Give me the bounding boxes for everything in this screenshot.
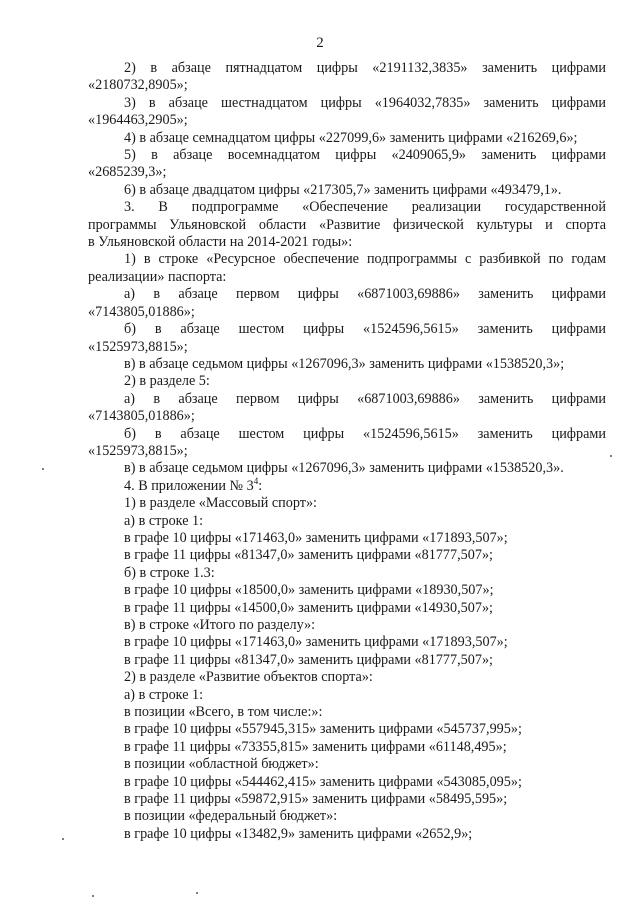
text-line [88, 408, 606, 425]
text-line [88, 547, 606, 564]
word: в [151, 147, 158, 164]
line-text: а) в строке 1: [124, 512, 204, 529]
document-body [88, 60, 606, 843]
line-text: «2685239,3»; [88, 164, 167, 181]
word: первом [236, 286, 280, 303]
word: подпрограмме [191, 199, 279, 216]
word: цифры [303, 425, 345, 442]
word: «Развитие [318, 216, 381, 233]
text-line [88, 286, 606, 303]
line-text: 1) в разделе «Массовый спорт»: [124, 495, 317, 512]
line-text: в позиции «областной бюджет»: [124, 756, 319, 773]
text-line [88, 704, 606, 721]
text-line [88, 339, 606, 356]
word: программы [88, 216, 157, 233]
word: физической [392, 216, 464, 233]
word: в [153, 390, 161, 407]
word: цифры [320, 94, 362, 111]
line-text: в графе 11 цифры «81347,0» заменить цифрами «81777,507»; [124, 547, 493, 564]
word: заменить [477, 425, 533, 442]
word: «6871003,69886» [357, 390, 460, 407]
text-line [88, 582, 606, 599]
text-line [88, 565, 606, 582]
word: шестом [238, 425, 285, 442]
word: абзаце [168, 94, 208, 111]
text-line [88, 460, 606, 477]
word: цифры [335, 147, 377, 164]
text-line [88, 234, 606, 251]
word: в [143, 251, 151, 268]
superscript: 4 [253, 475, 259, 486]
text-line [88, 164, 606, 181]
word: абзаце [180, 425, 220, 442]
line-text: в позиции «федеральный бюджет»: [124, 808, 338, 825]
word: строке [158, 251, 199, 268]
word: абзаце [171, 60, 211, 76]
word: «2191132,3835» [372, 60, 468, 76]
word: б) [124, 425, 136, 442]
word: абзаце [173, 147, 213, 164]
word: реализации [411, 199, 482, 216]
word: заменить [478, 390, 534, 407]
word: а) [124, 286, 136, 303]
word: в [150, 60, 158, 76]
scan-speck [196, 892, 198, 894]
text-line [88, 791, 606, 808]
text-line [88, 600, 606, 617]
text-line [88, 826, 606, 843]
word: цифрами [551, 94, 606, 111]
line-text: «7143805,01886»; [88, 303, 195, 320]
line-text: в) в строке «Итого по разделу»: [124, 617, 316, 633]
text-line [88, 721, 606, 738]
word: «Ресурсное [206, 251, 276, 268]
line-text: а) в строке 1: [124, 686, 204, 703]
line-text: в позиции «Всего, в том числе:»: [124, 704, 323, 721]
line-text: в графе 10 цифры «171463,0» заменить цифрами «171893,507»; [124, 634, 508, 651]
scan-speck [610, 455, 612, 457]
scan-speck [62, 838, 64, 840]
word: цифры [303, 321, 345, 338]
line-text: в графе 10 цифры «13482,9» заменить цифрами «2652,9»; [124, 825, 473, 842]
word: цифрами [551, 147, 606, 164]
text-line [88, 217, 606, 234]
word: первом [236, 390, 280, 407]
word: цифрами [551, 321, 606, 338]
text-line [88, 475, 606, 495]
word: заменить [483, 94, 539, 111]
line-text: в) в абзаце седьмом цифры «1267096,3» заменить цифрами «1538520,3»; [124, 355, 565, 372]
text-line [88, 251, 606, 268]
text-line [88, 495, 606, 512]
line-text: в графе 10 цифры «557945,315» заменить цифрами «545737,995»; [124, 721, 522, 738]
line-text: 4. В приложении № 3 [124, 477, 254, 494]
word: в [154, 321, 162, 338]
word: заменить [478, 286, 534, 303]
word: по [548, 251, 564, 268]
text-line [88, 356, 606, 373]
word: цифры [297, 286, 339, 303]
line-text: в графе 11 цифры «59872,915» заменить цифрами «58495,595»; [124, 791, 508, 808]
text-line [88, 617, 606, 634]
line-text: реализации» паспорта: [88, 268, 227, 285]
text-line [88, 687, 606, 704]
word: культуры [476, 216, 533, 233]
word: абзаце [178, 390, 218, 407]
line-text: «1525973,8815»; [88, 442, 188, 459]
word: пятнадцатом [225, 60, 303, 76]
text-line [88, 669, 606, 686]
word: шестнадцатом [221, 94, 308, 111]
line-tail: : [258, 477, 263, 494]
word: заменить [482, 60, 538, 76]
word: области [258, 216, 307, 233]
line-text: в графе 10 цифры «171463,0» заменить цифрами «171893,507»; [124, 529, 508, 546]
text-line [88, 95, 606, 112]
word: годам [571, 251, 606, 268]
line-text: 4) в абзаце семнадцатом цифры «227099,6» заменить цифрами «216269,6»; [124, 129, 578, 146]
word: в [153, 286, 161, 303]
line-text: в графе 11 цифры «81347,0» заменить цифрами «81777,507»; [124, 651, 493, 668]
scan-speck [42, 468, 44, 470]
word: государственной [504, 199, 606, 216]
text-line [88, 426, 606, 443]
word: Ульяновской [169, 216, 247, 233]
line-text: в Ульяновской области на 2014-2021 годы»: [88, 234, 353, 251]
text-line [88, 634, 606, 651]
line-text: в графе 11 цифры «73355,815» заменить цифрами «61148,495»; [124, 738, 507, 755]
word: В [158, 199, 168, 216]
word: абзаце [178, 286, 218, 303]
line-text: «7143805,01886»; [88, 408, 195, 425]
word: цифрами [551, 286, 606, 303]
line-text: «1964463,2905»; [88, 112, 188, 129]
line-text: в графе 10 цифры «544462,415» заменить цифрами «543085,095»; [124, 773, 522, 790]
line-text: в графе 10 цифры «18500,0» заменить цифрами «18930,507»; [124, 582, 494, 599]
word: а) [124, 390, 136, 407]
text-line [88, 530, 606, 547]
word: в [148, 94, 156, 111]
word: в [154, 425, 162, 442]
word: шестом [238, 321, 285, 338]
word: «Обеспечение [302, 199, 388, 216]
word: «1524596,5615» [363, 321, 459, 338]
line-text: б) в строке 1.3: [124, 564, 215, 581]
word: 3. [124, 199, 135, 216]
word: 5) [124, 147, 136, 164]
line-text: 6) в абзаце двадцатом цифры «217305,7» заменить цифрами «493479,1». [124, 181, 562, 198]
line-text: в) в абзаце седьмом цифры «1267096,3» заменить цифрами «1538520,3». [124, 460, 564, 477]
word: с [464, 251, 472, 268]
word: цифры [297, 390, 339, 407]
line-text: «1525973,8815»; [88, 338, 188, 355]
text-line [88, 199, 606, 216]
word: подпрограммы [366, 251, 457, 268]
word: спорта [565, 216, 606, 233]
word: «6871003,69886» [357, 286, 460, 303]
text-line [88, 60, 606, 77]
text-line [88, 652, 606, 669]
line-text: 2) в разделе «Развитие объектов спорта»: [124, 669, 373, 686]
word: заменить [477, 321, 533, 338]
text-line [88, 321, 606, 338]
text-line [88, 756, 606, 773]
text-line [88, 391, 606, 408]
text-line [88, 269, 606, 286]
word: восемнадцатом [227, 147, 320, 164]
text-line [88, 147, 606, 164]
word: абзаце [180, 321, 220, 338]
word: 1) [124, 251, 136, 268]
word: «1964032,7835» [374, 94, 471, 111]
line-text: в графе 11 цифры «14500,0» заменить цифрами «14930,507»; [124, 599, 493, 616]
text-line [88, 77, 606, 94]
word: цифрами [551, 60, 606, 76]
text-line [88, 739, 606, 756]
text-line [88, 774, 606, 791]
word: заменить [481, 147, 537, 164]
page-number: 2 [316, 35, 324, 51]
text-line [88, 130, 606, 147]
word: б) [124, 321, 136, 338]
word: «2409065,9» [391, 147, 466, 164]
text-line [88, 373, 606, 390]
text-line [88, 304, 606, 321]
word: цифрами [551, 425, 606, 442]
text-line [88, 808, 606, 825]
word: «1524596,5615» [363, 425, 459, 442]
word: обеспечение [283, 251, 359, 268]
line-text: 2) в разделе 5: [124, 373, 210, 390]
word: разбивкой [479, 251, 541, 268]
word: цифрами [551, 390, 606, 407]
word: 3) [124, 94, 136, 111]
scan-speck [92, 895, 94, 897]
text-line [88, 513, 606, 530]
word: 2) [124, 60, 136, 76]
word: цифры [316, 60, 358, 76]
text-line [88, 182, 606, 199]
word: и [545, 216, 553, 233]
text-line [88, 112, 606, 129]
text-line [88, 443, 606, 460]
line-text: «2180732,8905»; [88, 77, 188, 94]
